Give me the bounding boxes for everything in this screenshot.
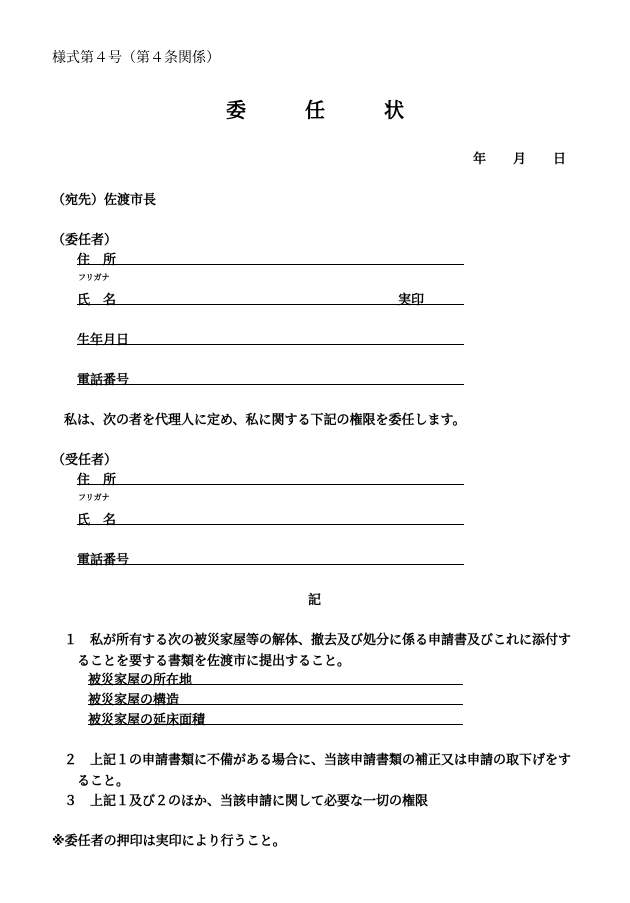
house-location-label: 被災家屋の所在地 [88, 673, 193, 688]
house-floor-area-field[interactable] [88, 724, 463, 725]
delegator-phone-label: 電話番号 [77, 373, 130, 388]
delegate-furigana-label: フリガナ [78, 493, 110, 502]
item-3: ３ 上記１及び２のほか、当該申請に関して必要な一切の権限 [64, 794, 429, 809]
delegate-phone-label: 電話番号 [77, 553, 130, 568]
date-month-label: 月 [513, 152, 527, 167]
delegate-address-field[interactable] [77, 484, 464, 485]
house-location-field[interactable] [88, 684, 463, 685]
delegation-statement: 私は、次の者を代理人に定め、私に関する下記の権限を委任します。 [64, 413, 466, 428]
title-char-2: 任 [305, 98, 325, 122]
delegator-birthdate-field[interactable] [77, 344, 464, 345]
delegator-birthdate-label: 生年月日 [77, 333, 130, 348]
delegator-address-field[interactable] [77, 264, 464, 265]
date-year-label: 年 [473, 152, 487, 167]
delegator-name-label: 氏 名 [77, 293, 117, 308]
seal-note: ※委任者の押印は実印により行うこと。 [52, 834, 286, 849]
delegator-name-field[interactable] [77, 304, 464, 305]
delegate-heading: （受任者） [52, 453, 118, 468]
house-floor-area-label: 被災家屋の延床面積 [88, 713, 206, 728]
delegate-name-label: 氏 名 [77, 513, 117, 528]
ki-heading: 記 [308, 593, 322, 608]
item-1-line-1: １ 私が所有する次の被災家屋等の解体、撤去及び処分に係る申請書及びこれに添付す [64, 633, 572, 648]
item-2-line-2: ること。 [77, 774, 130, 789]
delegator-heading: （委任者） [52, 233, 118, 248]
delegator-phone-field[interactable] [77, 384, 464, 385]
delegator-address-label: 住 所 [77, 253, 117, 268]
document-title [0, 94, 630, 123]
house-structure-label: 被災家屋の構造 [88, 693, 180, 708]
title-char-1: 委 [226, 98, 247, 122]
item-1-line-2: ることを要する書類を佐渡市に提出すること。 [77, 654, 351, 669]
date-day-label: 日 [553, 152, 567, 167]
house-structure-field[interactable] [88, 704, 463, 705]
addressee: （宛先）佐渡市長 [52, 193, 157, 208]
item-2-line-1: ２ 上記１の申請書類に不備がある場合に、当該申請書類の補正又は申請の取下げをす [64, 753, 572, 768]
delegator-seal-label: 実印 [398, 293, 425, 308]
delegate-name-field[interactable] [77, 524, 464, 525]
delegate-phone-field[interactable] [77, 564, 464, 565]
delegator-furigana-label: フリガナ [78, 273, 110, 282]
title-char-3: 状 [383, 98, 404, 122]
form-number: 様式第４号（第４条関係） [52, 50, 220, 66]
delegate-address-label: 住 所 [77, 473, 117, 488]
